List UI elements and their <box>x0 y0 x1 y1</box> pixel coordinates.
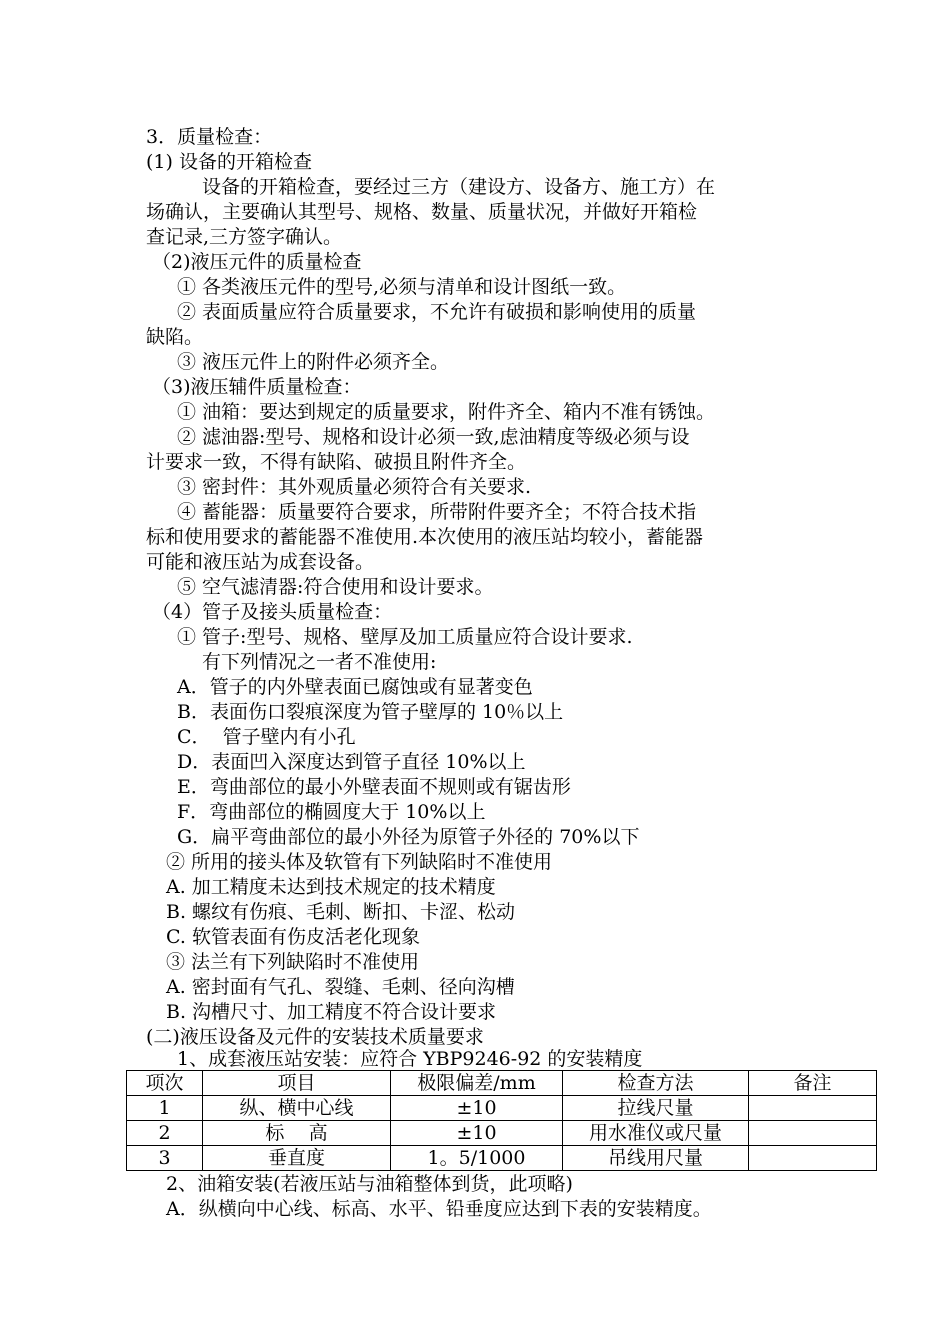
list-item: A. 加工精度未达到技术规定的技术精度 <box>166 876 496 898</box>
table-cell <box>749 1146 877 1171</box>
paragraph-line: 缺陷。 <box>146 326 204 348</box>
list-item: ③ 液压元件上的附件必须齐全。 <box>177 351 450 373</box>
subsection-heading: (二)液压设备及元件的安装技术质量要求 <box>146 1026 484 1048</box>
paragraph-line: 计要求一致，不得有缺陷、破损且附件齐全。 <box>146 451 527 473</box>
table-row <box>127 1146 877 1171</box>
list-item: ① 各类液压元件的型号,必须与清单和设计图纸一致。 <box>177 276 627 298</box>
list-item: ① 油箱：要达到规定的质量要求，附件齐全、箱内不准有锈蚀。 <box>177 401 716 423</box>
paragraph-line: 2、油箱安装(若液压站与油箱整体到货，此项略) <box>166 1173 573 1195</box>
table-cell: 1。5/1000 <box>391 1146 563 1171</box>
list-item: ⑤ 空气滤清器:符合使用和设计要求。 <box>177 576 494 598</box>
table-cell: 用水准仪或尺量 <box>563 1121 749 1146</box>
table-cell: 标 高 <box>203 1121 391 1146</box>
list-item: A. 密封面有气孔、裂缝、毛刺、径向沟槽 <box>166 976 515 998</box>
list-item: B．表面伤口裂痕深度为管子壁厚的 10％以上 <box>177 701 564 723</box>
list-item: A．管子的内外壁表面已腐蚀或有显著变色 <box>177 676 533 698</box>
table-header-cell: 备注 <box>749 1071 877 1096</box>
table-cell: 1 <box>127 1096 203 1121</box>
list-item: D．表面凹入深度达到管子直径 10%以上 <box>177 751 526 773</box>
paragraph-line: 1、成套液压站安装：应符合 YBP9246-92 的安装精度 <box>177 1048 643 1070</box>
table-header-cell: 项目 <box>203 1071 391 1096</box>
list-item: G．扁平弯曲部位的最小外径为原管子外径的 70%以下 <box>177 826 640 848</box>
list-item: E．弯曲部位的最小外壁表面不规则或有锯齿形 <box>177 776 571 798</box>
table-cell: 3 <box>127 1146 203 1171</box>
paragraph-line: 标和使用要求的蓄能器不准使用.本次使用的液压站均较小，蓄能器 <box>146 526 704 548</box>
table-row <box>127 1096 877 1121</box>
list-item: ③ 法兰有下列缺陷时不准使用 <box>166 951 420 973</box>
list-item: C． 管子壁内有小孔 <box>177 726 356 748</box>
list-item: ② 所用的接头体及软管有下列缺陷时不准使用 <box>166 851 553 873</box>
paragraph-line: 查记录,三方签字确认。 <box>146 226 343 248</box>
table-header-cell: 检查方法 <box>563 1071 749 1096</box>
table-cell: 纵、横中心线 <box>203 1096 391 1121</box>
table-row <box>127 1121 877 1146</box>
subsection-heading: （4）管子及接头质量检查： <box>152 601 393 623</box>
table-cell: ±10 <box>391 1096 563 1121</box>
installation-accuracy-table <box>126 1070 877 1171</box>
table-cell: 拉线尺量 <box>563 1096 749 1121</box>
table-cell <box>749 1121 877 1146</box>
paragraph-line: 可能和液压站为成套设备。 <box>146 551 375 573</box>
subsection-heading: （3)液压辅件质量检查： <box>152 376 362 398</box>
table-cell <box>749 1096 877 1121</box>
table-header-cell: 项次 <box>127 1071 203 1096</box>
list-item: B. 螺纹有伤痕、毛刺、断扣、卡涩、松动 <box>166 901 516 923</box>
paragraph-line: 场确认，主要确认其型号、规格、数量、质量状况，并做好开箱检 <box>146 201 698 223</box>
list-item: B. 沟槽尺寸、加工精度不符合设计要求 <box>166 1001 497 1023</box>
list-item: ② 滤油器:型号、规格和设计必须一致,虑油精度等级必须与设 <box>177 426 690 448</box>
section-heading: 3．质量检查： <box>146 126 273 148</box>
subsection-heading: (1) 设备的开箱检查 <box>146 151 312 173</box>
list-item: ④ 蓄能器：质量要符合要求，所带附件要齐全；不符合技术指 <box>177 501 697 523</box>
list-item: C. 软管表面有伤皮活老化现象 <box>166 926 420 948</box>
list-item: ① 管子:型号、规格、壁厚及加工质量应符合设计要求. <box>177 626 633 648</box>
table-cell: 2 <box>127 1121 203 1146</box>
list-item: F．弯曲部位的椭圆度大于 10%以上 <box>177 801 486 823</box>
table-cell: ±10 <box>391 1121 563 1146</box>
paragraph-line: 设备的开箱检查，要经过三方（建设方、设备方、施工方）在 <box>202 176 716 198</box>
list-item: ② 表面质量应符合质量要求，不允许有破损和影响使用的质量 <box>177 301 697 323</box>
table-cell: 吊线用尺量 <box>563 1146 749 1171</box>
table-header-cell: 极限偏差/mm <box>391 1071 563 1096</box>
paragraph-line: A．纵横向中心线、标高、水平、铅垂度应达到下表的安装精度。 <box>166 1198 712 1220</box>
paragraph-line: 有下列情况之一者不准使用: <box>202 651 437 673</box>
subsection-heading: （2)液压元件的质量检查 <box>152 251 362 273</box>
table-header-row <box>127 1071 877 1096</box>
table-cell: 垂直度 <box>203 1146 391 1171</box>
list-item: ③ 密封件：其外观质量必须符合有关要求. <box>177 476 532 498</box>
